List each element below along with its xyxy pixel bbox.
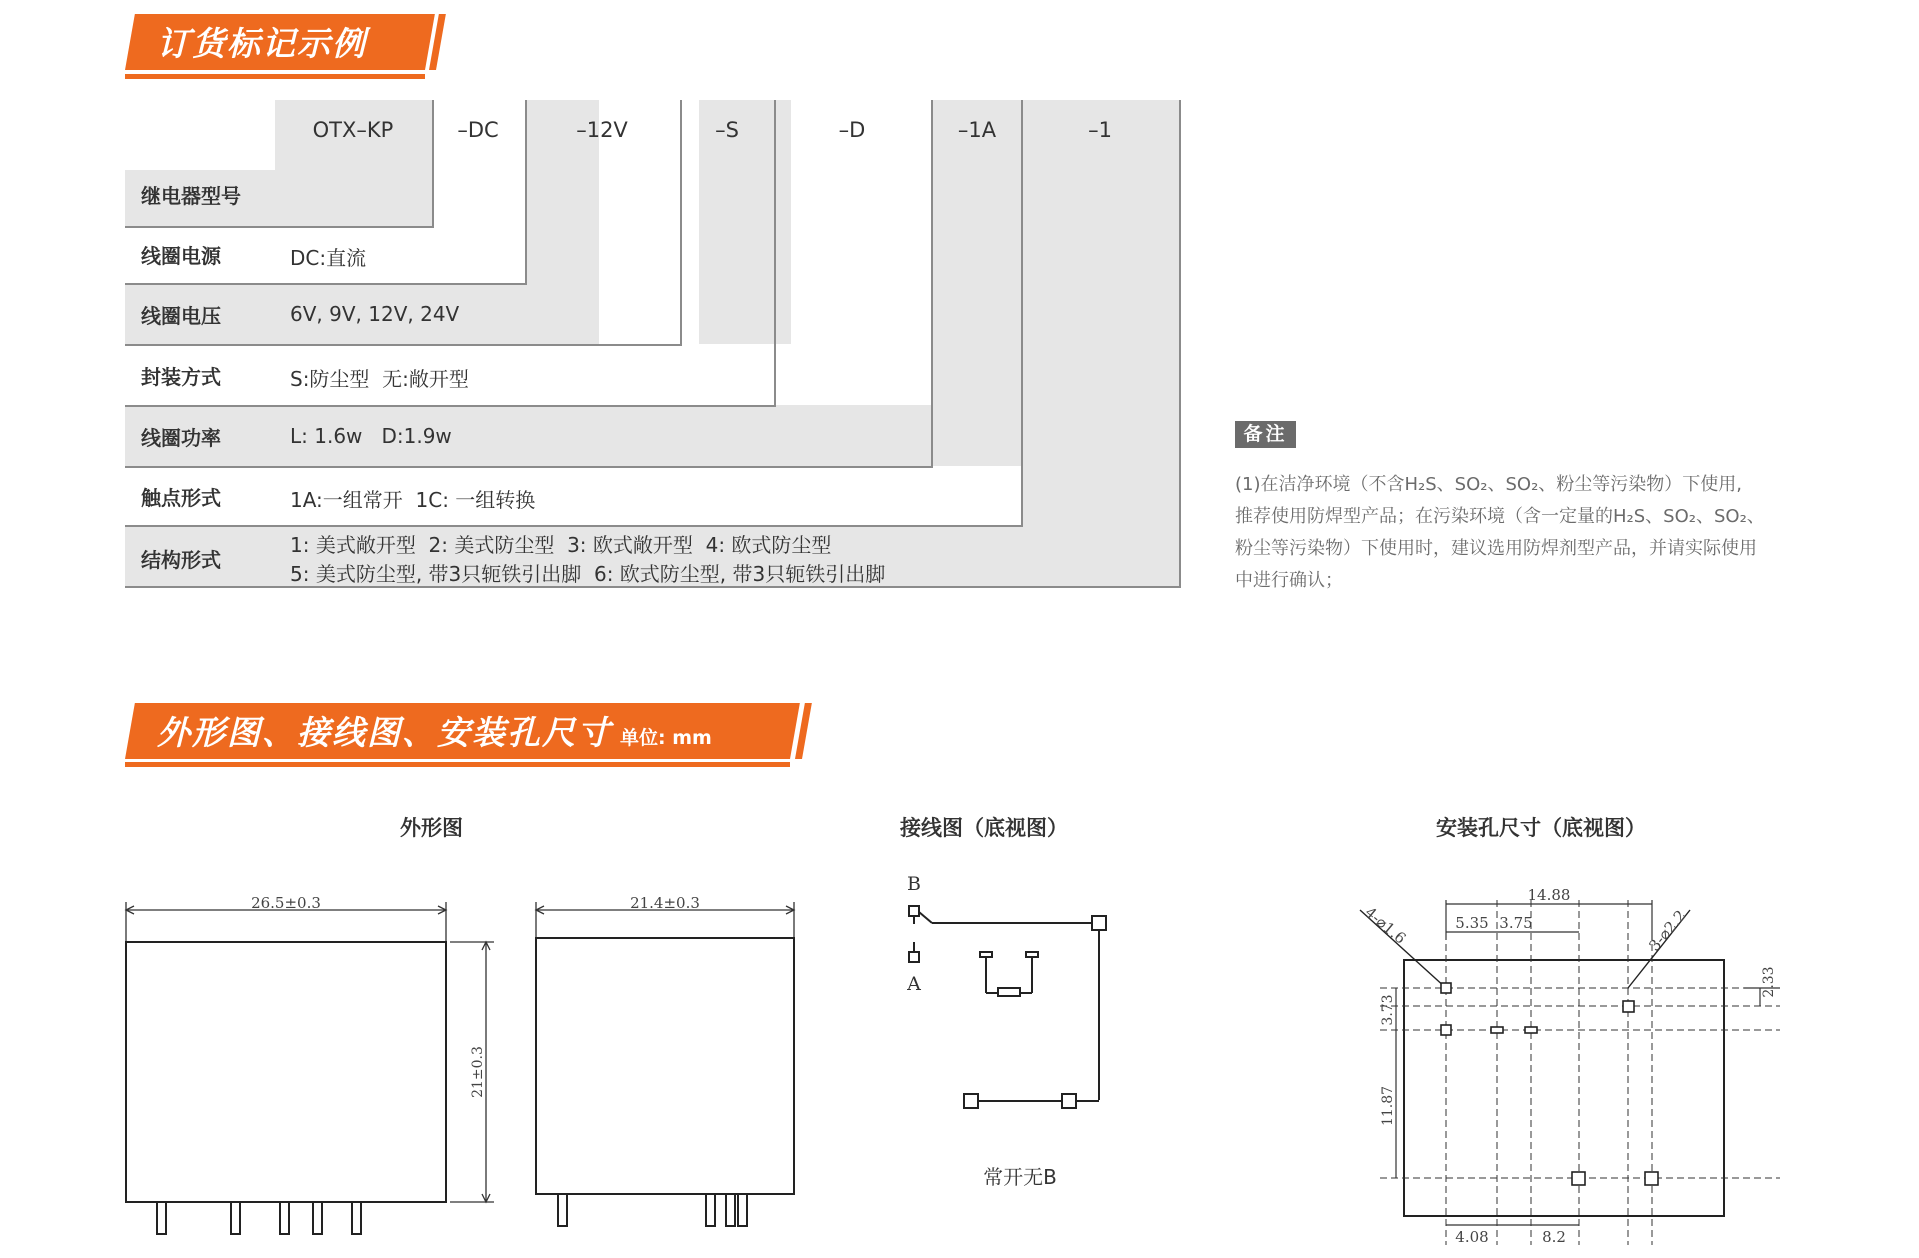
dim-8-2: 8.2 [1542,1228,1566,1246]
banner-underline [125,762,790,767]
unit-label: 单位: mm [620,727,712,749]
segment-model: OTX–KP [312,118,394,142]
row-label: 结构形式 [141,548,221,572]
relay-front-body [126,942,446,1202]
row-label: 线圈功率 [141,426,221,450]
row-label: 继电器型号 [141,184,241,208]
dim-4-08: 4.08 [1455,1228,1489,1246]
order-example-banner [125,14,435,70]
note-line: 推荐使用防焊型产品；在污染环境（含一定量的H₂S、SO₂、SO₂、 [1235,506,1765,527]
row-value: 6V, 9V, 12V, 24V [290,302,460,326]
section-title: 外形图、接线图、安装孔尺寸 [157,713,612,752]
segment-contact: –1A [957,118,997,142]
dim-height-label: 21±0.3 [470,1046,486,1098]
row-label: 线圈电源 [141,244,221,268]
dim-11-87: 11.87 [1380,1085,1396,1127]
dim-5-35: 5.35 [1455,914,1489,932]
segment-seal: –S [715,118,739,142]
dim-depth-label: 21.4±0.3 [630,894,700,912]
row-value-2: 5: 美式防尘型, 带3只轭铁引出脚 6: 欧式防尘型, 带3只轭铁引出脚 [290,562,886,586]
dim-3-75: 3.75 [1499,914,1533,932]
row-value: DC:直流 [290,246,367,270]
row-value: S:防尘型 无:敞开型 [290,367,469,391]
terminal-b-label: B [907,873,921,895]
dim-2-33: 2.33 [1761,966,1777,998]
note-badge: 备注 [1235,421,1296,448]
dim-14-88: 14.88 [1527,886,1571,904]
dim-width-label: 26.5±0.3 [251,894,321,912]
dimensions-banner [125,703,805,759]
wiring-diagram [890,860,1130,1200]
mounting-title: 安装孔尺寸（底视图） [1436,816,1646,840]
row-value: 1A:一组常开 1C: 一组转换 [290,488,536,512]
wiring-caption: 常开无B [983,1165,1057,1189]
row-label: 触点形式 [141,486,221,510]
dim-3-73: 3.73 [1380,994,1396,1026]
row-value: 1: 美式敞开型 2: 美式防尘型 3: 欧式敞开型 4: 欧式防尘型 [290,533,832,557]
mounting-hole-diagram [1340,870,1800,1255]
outline-drawing [100,880,820,1250]
terminal-a-label: A [907,973,921,995]
relay-side-body [536,938,794,1194]
wiring-title: 接线图（底视图） [900,816,1068,840]
section-title: 订货标记示例 [157,24,367,63]
banner-underline [125,74,425,79]
hole-small-label: 4-⌀1.6 [1361,903,1410,948]
hole-large-label: 3-⌀2.2 [1645,906,1690,955]
order-code-table [125,100,1179,588]
segment-structure: –1 [1088,118,1112,142]
row-label: 线圈电压 [141,304,221,328]
segment-coil-power: –D [838,118,866,142]
segment-voltage: –12V [576,118,628,142]
row-value: L: 1.6w D:1.9w [290,424,452,448]
note-line: 粉尘等污染物）下使用时，建议选用防焊剂型产品，并请实际使用 [1235,538,1757,559]
segment-power: –DC [457,118,499,142]
note-line: (1)在洁净环境（不含H₂S、SO₂、SO₂、粉尘等污染物）下使用, [1235,474,1743,495]
note-line: 中进行确认； [1235,570,1343,591]
outline-title: 外形图 [400,816,463,840]
row-label: 封装方式 [141,365,221,389]
